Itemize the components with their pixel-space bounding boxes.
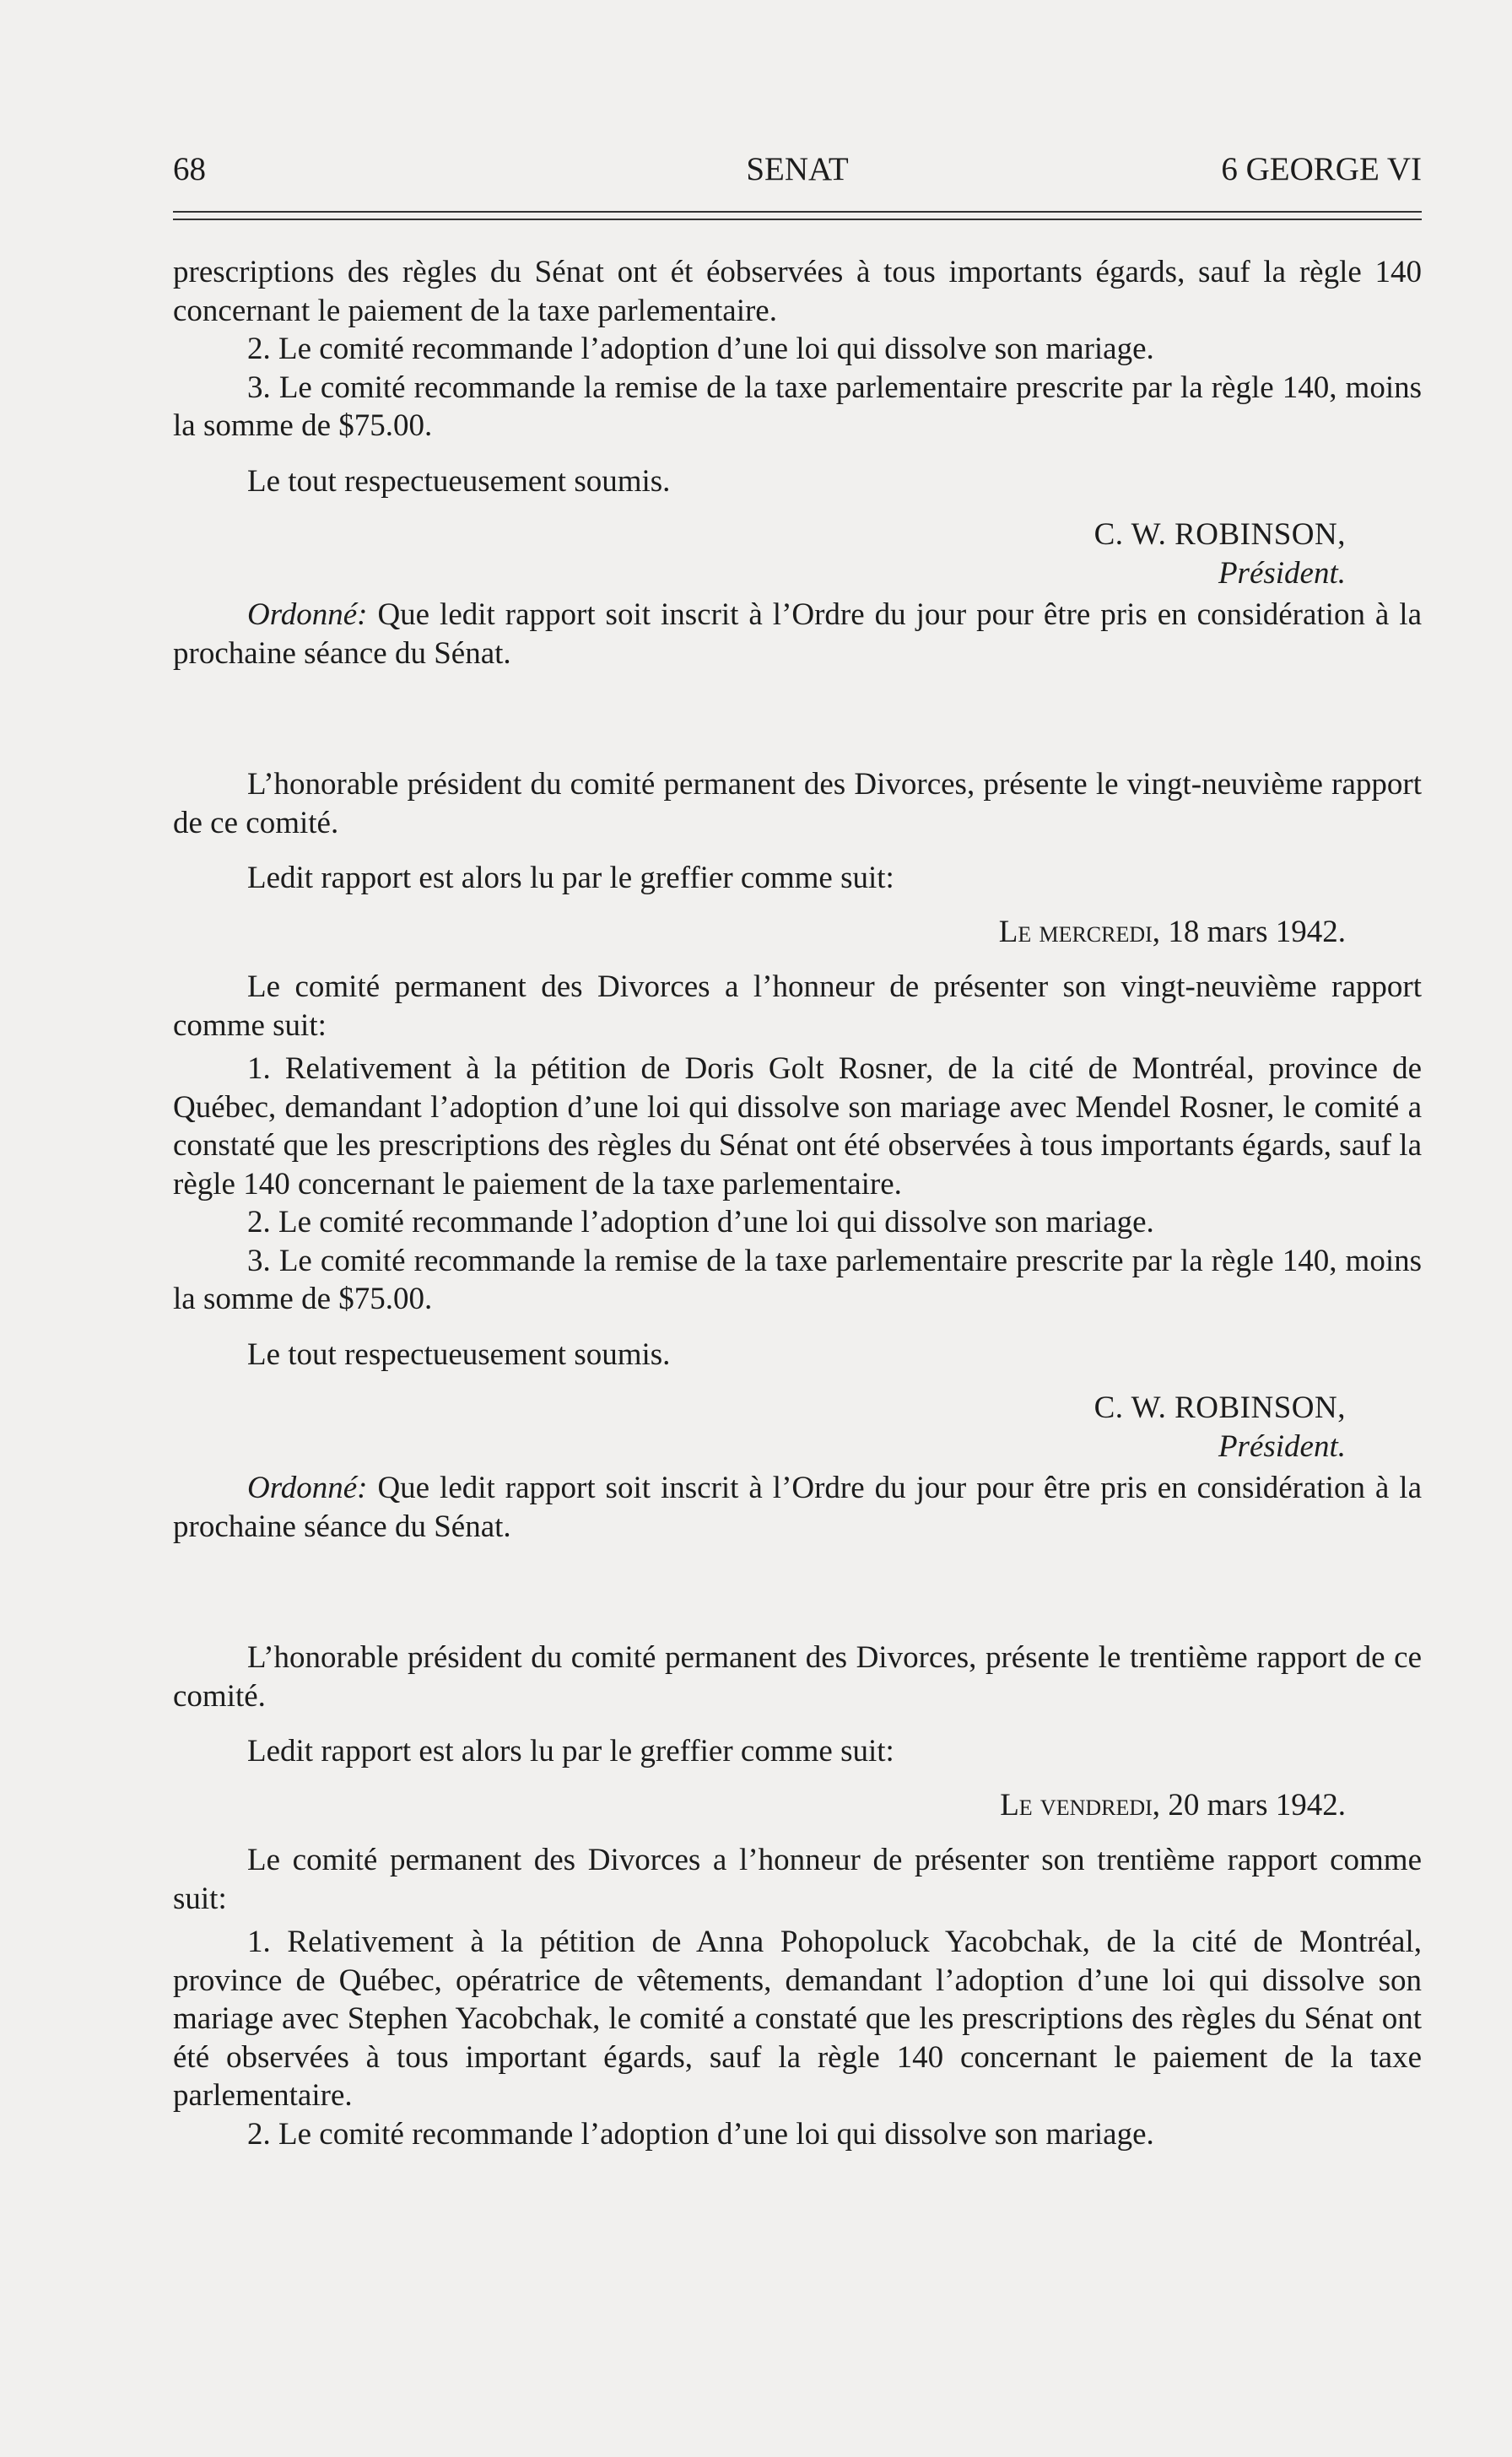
page-header [173,150,1422,192]
weekday: Le mercredi, [998,914,1161,949]
report-date [173,913,1422,952]
page-title: SENAT [746,151,849,187]
order-text: Que ledit rapport soit inscrit à l’Ordre du jour pour être pris en considération à la prochaine séance du Sénat. [173,597,1422,671]
order-paragraph [173,1469,1422,1546]
paragraph: 2. Le comité recommande l’adoption d’une loi qui dissolve son mariage. [247,1205,1154,1239]
header-rule-top [173,211,1422,213]
paragraph: 2. Le comité recommande l’adoption d’une loi qui dissolve son mariage. [247,2116,1154,2152]
paragraph: Le tout respectueusement soumis. [247,463,671,499]
signature-name: C. W. ROBINSON, [1094,1390,1346,1425]
order-label: Ordonné: [247,1471,368,1505]
page-number: 68 [173,151,206,187]
order-label: Ordonné: [247,597,368,632]
report-date [173,1786,1422,1825]
date-text: 20 mars 1942. [1160,1787,1346,1822]
order-paragraph [173,596,1422,672]
page-body [173,253,1422,2153]
weekday: Le vendredi, [1000,1787,1161,1822]
paragraph: 1. Relativement à la pétition de Anna Pohopoluck Yacobchak, de la cité de Montréal, province de Québec, opératrice de vêtements, demandant l’adoption d’une loi qui dissolve son mariage avec Stephen Yacobchak, le comité a constaté que les prescriptions des règles du Sénat ont été observées à tous important égards, sauf la règle 140 concernant le paiement de la taxe parlementaire. [173,1925,1422,2113]
signature-title: Président. [1218,1428,1346,1464]
paragraph: Ledit rapport est alors lu par le greffier comme suit: [247,1734,894,1768]
paragraph: L’honorable président du comité permanent des Divorces, présente le vingt-neuvième rapport de ce comité. [173,767,1422,840]
paragraph: Le comité permanent des Divorces a l’honneur de présenter son vingt-neuvième rapport comme suit: [173,969,1422,1043]
paragraph: Le tout respectueusement soumis. [247,1336,671,1372]
header-rule-bottom [173,219,1422,220]
date-text: 18 mars 1942. [1160,914,1346,949]
paragraph: Ledit rapport est alors lu par le greffier comme suit: [247,861,894,895]
regnal-year: 6 GEORGE VI [1221,151,1422,187]
paragraph: Le comité permanent des Divorces a l’honneur de présenter son trentième rapport comme suit: [173,1843,1422,1916]
signature-title: Président. [1218,555,1346,591]
paragraph: prescriptions des règles du Sénat ont ét éobservées à tous importants égards, sauf la règle 140 concernant le paiement de la taxe parlementaire. [173,255,1422,328]
paragraph: L’honorable président du comité permanent des Divorces, présente le trentième rapport de ce comité. [173,1640,1422,1714]
signature-name: C. W. ROBINSON, [1094,517,1346,552]
paragraph: 1. Relativement à la pétition de Doris Golt Rosner, de la cité de Montréal, province de Québec, demandant l’adoption d’une loi qui dissolve son mariage avec Mendel Rosner, le comité a constaté que les prescriptions des règles du Sénat ont été observées à tous importants égards, sauf la règle 140 concernant le paiement de la taxe parlementaire. [173,1051,1422,1202]
paragraph: 3. Le comité recommande la remise de la taxe parlementaire prescrite par la règle 140, moins la somme de $75.00. [173,1243,1422,1316]
order-text: Que ledit rapport soit inscrit à l’Ordre du jour pour être pris en considération à la prochaine séance du Sénat. [173,1471,1422,1544]
paragraph: 2. Le comité recommande l’adoption d’une loi qui dissolve son mariage. [247,332,1154,366]
paragraph: 3. Le comité recommande la remise de la taxe parlementaire prescrite par la règle 140, moins la somme de $75.00. [173,370,1422,443]
